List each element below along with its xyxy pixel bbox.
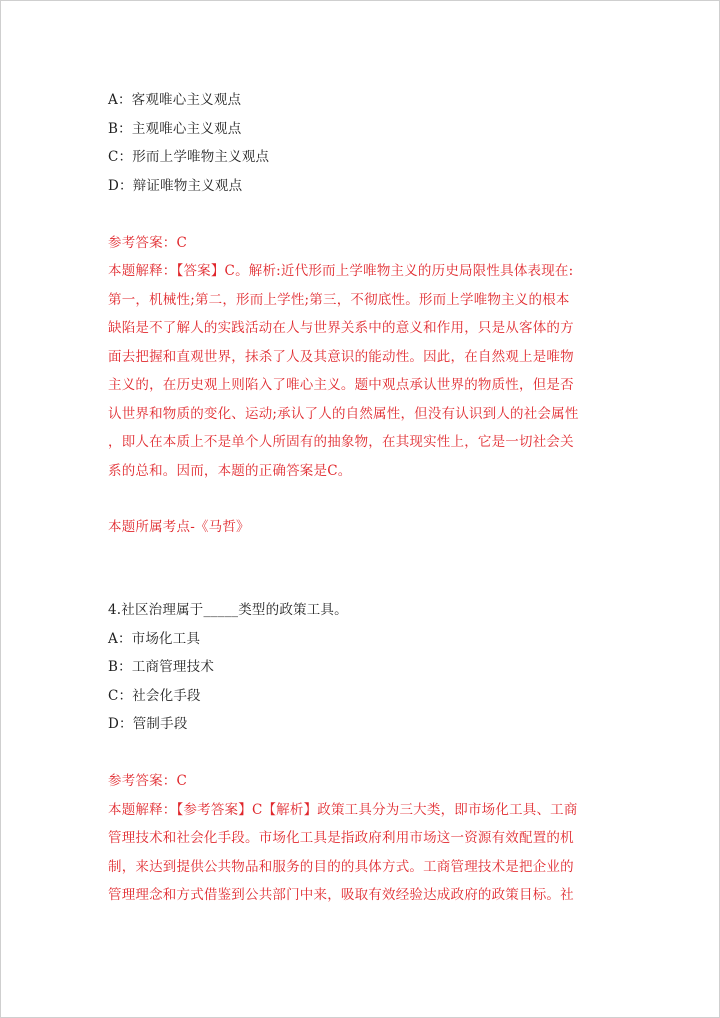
q4-explanation-line: 管理理念和方式借鉴到公共部门中来，吸取有效经验达成政府的政策目标。社 (108, 887, 574, 903)
q4-explanation-line: 管理技术和社会化手段。市场化工具是指政府利用市场这一资源有效配置的机 (108, 830, 574, 846)
q3-option-a: A：客观唯心主义观点 (108, 92, 242, 108)
q4-answer: 参考答案：C (108, 773, 188, 789)
q4-explanation-line: 制，来达到提供公共物品和服务的目的的具体方式。工商管理技术是把企业的 (108, 859, 574, 875)
q3-option-b: B：主观唯心主义观点 (108, 121, 242, 137)
q3-explanation-line: 主义的，在历史观上则陷入了唯心主义。题中观点承认世界的物质性，但是否 (108, 377, 574, 393)
q3-explanation-line: 系的总和。因而，本题的正确答案是C。 (108, 463, 352, 479)
q3-option-c: C：形而上学唯物主义观点 (108, 149, 270, 165)
q3-topic: 本题所属考点-《马哲》 (108, 519, 250, 535)
q4-option-c: C：社会化手段 (108, 688, 201, 704)
q4-option-b: B：工商管理技术 (108, 659, 215, 675)
q4-option-d: D：管制手段 (108, 716, 188, 732)
q3-explanation-line: 认世界和物质的变化、运动;承认了人的自然属性，但没有认识到人的社会属性 (108, 406, 579, 422)
q3-option-d: D：辩证唯物主义观点 (108, 178, 243, 194)
q4-question: 4.社区治理属于_____类型的政策工具。 (108, 602, 348, 618)
q3-explanation-line: 缺陷是不了解人的实践活动在人与世界关系中的意义和作用，只是从客体的方 (108, 320, 574, 336)
q3-explanation-line: 面去把握和直观世界，抹杀了人及其意识的能动性。因此，在自然观上是唯物 (108, 349, 574, 365)
q3-explanation-line: 第一，机械性;第二，形而上学性;第三，不彻底性。形而上学唯物主义的根本 (108, 292, 570, 308)
q4-explanation-line: 本题解释：【参考答案】C【解析】政策工具分为三大类，即市场化工具、工商 (108, 802, 578, 818)
q4-option-a: A：市场化工具 (108, 631, 201, 647)
q3-explanation-line: ，即人在本质上不是单个人所固有的抽象物，在其现实性上，它是一切社会关 (108, 434, 574, 450)
q3-explanation-line: 本题解释：【答案】C。解析:近代形而上学唯物主义的历史局限性具体表现在: (108, 263, 574, 279)
q3-answer: 参考答案：C (108, 235, 188, 251)
